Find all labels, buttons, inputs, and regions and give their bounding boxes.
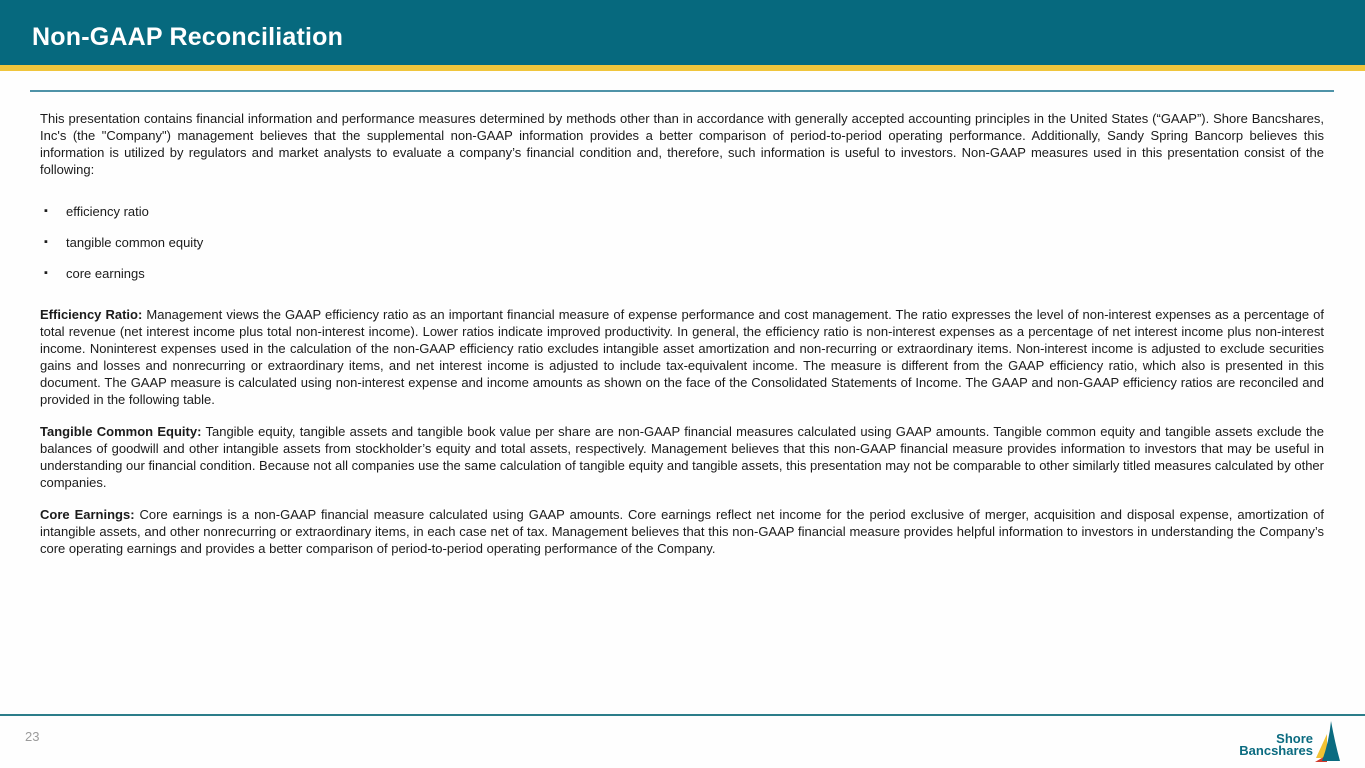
bullet-icon — [44, 234, 48, 251]
sailboat-icon — [1314, 721, 1341, 763]
shore-bancshares-logo — [1239, 721, 1341, 763]
logo-wordmark — [1239, 727, 1313, 757]
bullet-icon — [44, 265, 48, 282]
list-item-label: core earnings — [66, 266, 145, 281]
section-lead: Efficiency Ratio: — [40, 307, 143, 322]
list-item-label: tangible common equity — [66, 235, 204, 250]
section-text: Management views the GAAP efficiency ratio as an important financial measure of expense performance and cost management. The ratio expresses the level of non-interest expenses as a percentage of total revenue (net interest income plus total non-interest income). Lower ratios indicate improved productivity. In general, the efficiency ratio is non-interest expenses as a percentage of net interest income plus non-interest income. Noninterest expenses used in the calculation of the non-GAAP efficiency ratio excludes intangible asset amortization and non-recurring or extraordinary items. Non-interest income is adjusted to exclude securities gains and losses and nonrecurring or extraordinary items, and net interest income is adjusted to include tax-equivalent income. The measure is different from the GAAP efficiency ratio, which also is presented in this document. The GAAP measure is calculated using non-interest expense and income amounts as shown on the face of the Consolidated Statements of Income. The GAAP and non-GAAP efficiency ratios are reconciled and provided in the following table. — [40, 307, 1324, 407]
list-item — [40, 234, 1324, 251]
list-item — [40, 203, 1324, 220]
intro-paragraph: This presentation contains financial information and performance measures determined by methods other than in accordance with generally accepted accounting principles in the United States (“GAAP”). Shore Bancshares, Inc's (the "Company") management believes that the supplemental non-GAAP information provides a better comparison of period-to-period operating performance. Additionally, Sandy Spring Bancorp believes this information is utilized by regulators and market analysts to evaluate a company’s financial condition and, therefore, such information is useful to investors. Non-GAAP measures used in this presentation consist of the following: — [40, 111, 1324, 177]
section-lead: Tangible Common Equity: — [40, 424, 202, 439]
logo-line1: Shore — [1276, 731, 1313, 746]
efficiency-ratio-paragraph — [40, 306, 1324, 408]
section-text: Tangible equity, tangible assets and tangible book value per share are non-GAAP financial measures calculated using GAAP amounts. Tangible common equity and tangible assets exclude the balances of goodwill and other intangible assets from stockholder’s equity and total assets, respectively. Management believes that this non-GAAP financial measure provides information to investors that may be useful in understanding our financial condition. Because not all companies use the same calculation of tangible equity and tangible assets, this presentation may not be comparable to other similarly titled measures calculated by other companies. — [40, 424, 1324, 490]
list-item — [40, 265, 1324, 282]
list-item-label: efficiency ratio — [66, 204, 149, 219]
page-title: Non-GAAP Reconciliation — [32, 23, 344, 51]
tangible-common-equity-paragraph — [40, 423, 1324, 491]
non-gaap-measures-list — [40, 203, 1324, 282]
header-bar — [0, 0, 1365, 65]
footer-rule — [0, 714, 1365, 716]
core-earnings-paragraph — [40, 506, 1324, 557]
slide-body — [40, 110, 1324, 572]
section-text: Core earnings is a non-GAAP financial measure calculated using GAAP amounts. Core earnings reflect net income for the period exclusive of merger, acquisition and disposal expense, amortization of intangible assets, and other nonrecurring or extraordinary items, in each case net of tax. Management believes that this non-GAAP financial measure provides helpful information to investors in understanding the Company’s core operating earnings and provides a better comparison of period-to-period operating performance of the Company. — [40, 507, 1324, 556]
bullet-icon — [44, 203, 48, 220]
page-number: 23 — [25, 729, 40, 744]
section-lead: Core Earnings: — [40, 507, 135, 522]
content-top-rule — [30, 90, 1334, 92]
accent-divider — [0, 65, 1365, 71]
logo-line2: Bancshares — [1239, 743, 1313, 758]
